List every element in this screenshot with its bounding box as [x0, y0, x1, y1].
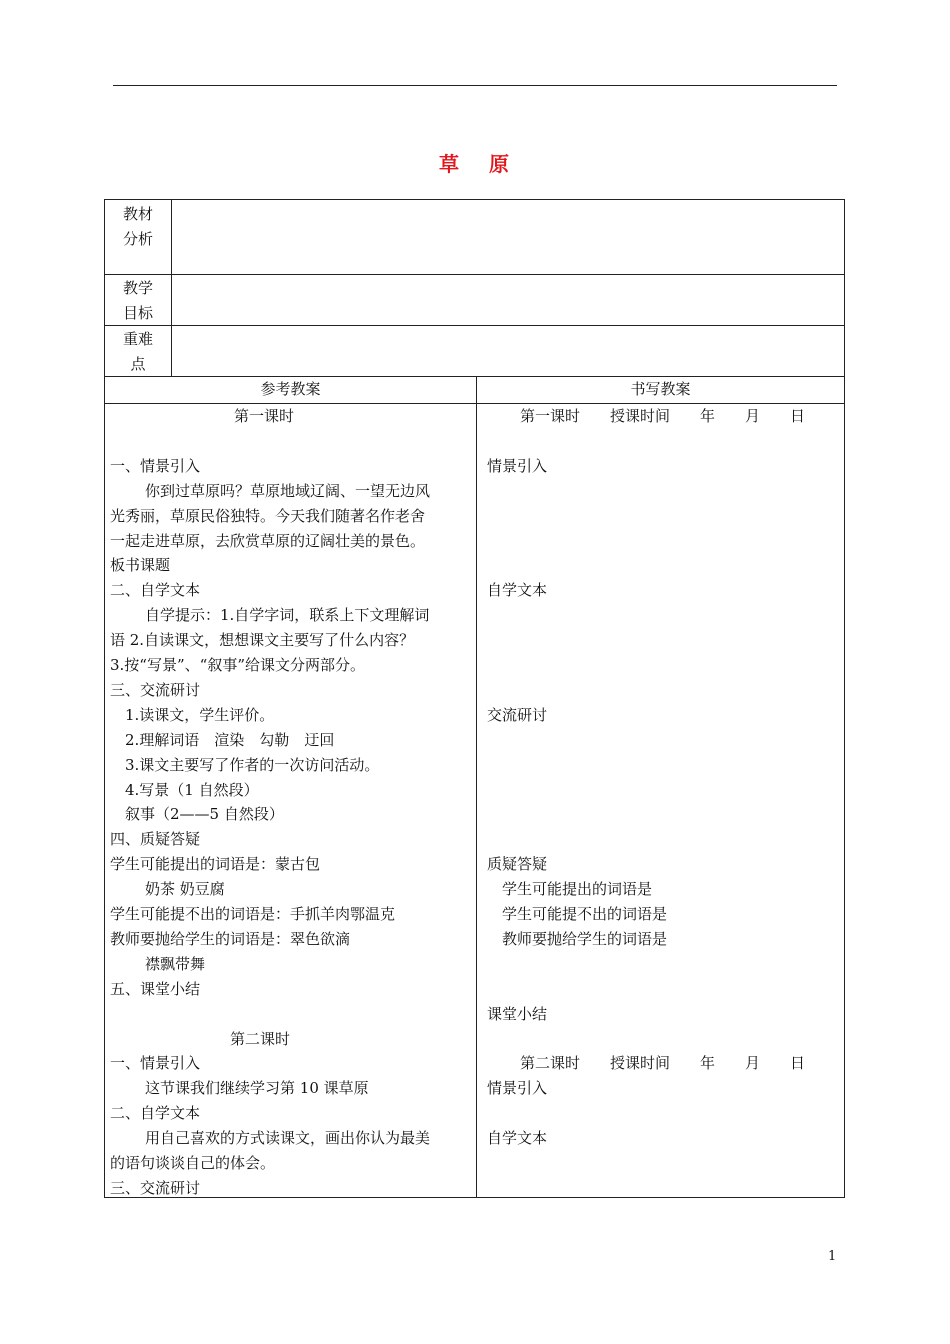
- writing-line: 学生可能提出的词语是: [502, 880, 653, 899]
- label-teaching-goals: 教学目标: [122, 279, 153, 322]
- writing-line: 情景引入: [487, 1079, 548, 1098]
- reference-line: 二、自学文本: [110, 581, 201, 600]
- writing-line: 课堂小结: [487, 1004, 548, 1023]
- title-char-2: 原: [489, 152, 511, 176]
- reference-line: 第一课时: [233, 407, 294, 425]
- writing-line: 第二课时 授课时间 年 月 日: [520, 1054, 806, 1073]
- reference-line: 用自己喜欢的方式读课文，画出你认为最美: [145, 1129, 431, 1148]
- writing-line: 情景引入: [487, 456, 548, 475]
- reference-line: 板书课题: [110, 556, 171, 575]
- row-divider: [105, 274, 844, 275]
- title-char-1: 草: [439, 152, 461, 176]
- reference-line: 光秀丽，草原民俗独特。今天我们随著名作老舍: [110, 506, 426, 525]
- reference-line: 的语句谈谈自己的体会。: [110, 1154, 276, 1172]
- writing-line: 学生可能提不出的词语是: [502, 905, 668, 923]
- reference-line: 一、情景引入: [110, 456, 201, 475]
- reference-line: 你到过草原吗？草原地域辽阔、一望无边风: [145, 481, 431, 500]
- reference-line: 奶茶 奶豆腐: [145, 880, 225, 899]
- reference-line: 一、情景引入: [110, 1054, 201, 1073]
- writing-line: 质疑答疑: [487, 855, 548, 874]
- reference-line: 四、质疑答疑: [110, 830, 201, 849]
- reference-line: 叙事（2——5 自然段）: [125, 805, 284, 824]
- reference-line: 语 2.自读课文，想想课文主要写了什么内容？: [110, 631, 415, 650]
- reference-line: 1.读课文，学生评价。: [125, 705, 275, 724]
- center-column-divider: [476, 376, 477, 1197]
- label-key-difficulties: 重难点: [122, 330, 153, 373]
- reference-line: 自学提示：1.自学字词，联系上下文理解词: [145, 606, 430, 625]
- reference-line: 五、课堂小结: [110, 979, 201, 998]
- writing-line: 自学文本: [487, 581, 548, 600]
- label-column-divider: [171, 200, 172, 376]
- column-header-writing: 书写教案: [630, 380, 691, 398]
- label-material-analysis: 教材分析: [122, 205, 153, 248]
- column-header-reference: 参考教案: [260, 380, 321, 398]
- header-rule: [113, 85, 837, 86]
- reference-line: 3.课文主要写了作者的一次访问活动。: [125, 755, 380, 774]
- reference-line: 三、交流研讨: [110, 1178, 201, 1197]
- writing-line: 交流研讨: [487, 705, 548, 724]
- reference-line: 学生可能提不出的词语是：手抓羊肉鄂温克: [110, 905, 396, 923]
- row-divider: [105, 325, 844, 326]
- reference-line: 4.写景（1 自然段）: [125, 780, 259, 799]
- reference-line: 学生可能提出的词语是：蒙古包: [110, 855, 321, 874]
- writing-line: 自学文本: [487, 1129, 548, 1148]
- reference-line: 这节课我们继续学习第 10 课草原: [145, 1079, 369, 1098]
- writing-line: 教师要抛给学生的词语是: [502, 929, 668, 948]
- reference-line: 第二课时: [230, 1029, 291, 1048]
- reference-line: 襟飘带舞: [145, 954, 206, 973]
- reference-line: 教师要抛给学生的词语是：翠色欲滴: [110, 929, 351, 948]
- page-number: 1: [828, 1249, 837, 1264]
- reference-line: 3.按“写景”、“叙事”给课文分两部分。: [110, 656, 365, 674]
- reference-line: 2.理解词语 渲染 勾勒 迂回: [125, 730, 335, 749]
- page-title: [0, 148, 950, 177]
- lesson-plan-table: [104, 199, 845, 1198]
- writing-line: 第一课时 授课时间 年 月 日: [520, 407, 806, 425]
- reference-line: 三、交流研讨: [110, 680, 201, 699]
- reference-line: 二、自学文本: [110, 1104, 201, 1123]
- reference-line: 一起走进草原，去欣赏草原的辽阔壮美的景色。: [110, 531, 426, 550]
